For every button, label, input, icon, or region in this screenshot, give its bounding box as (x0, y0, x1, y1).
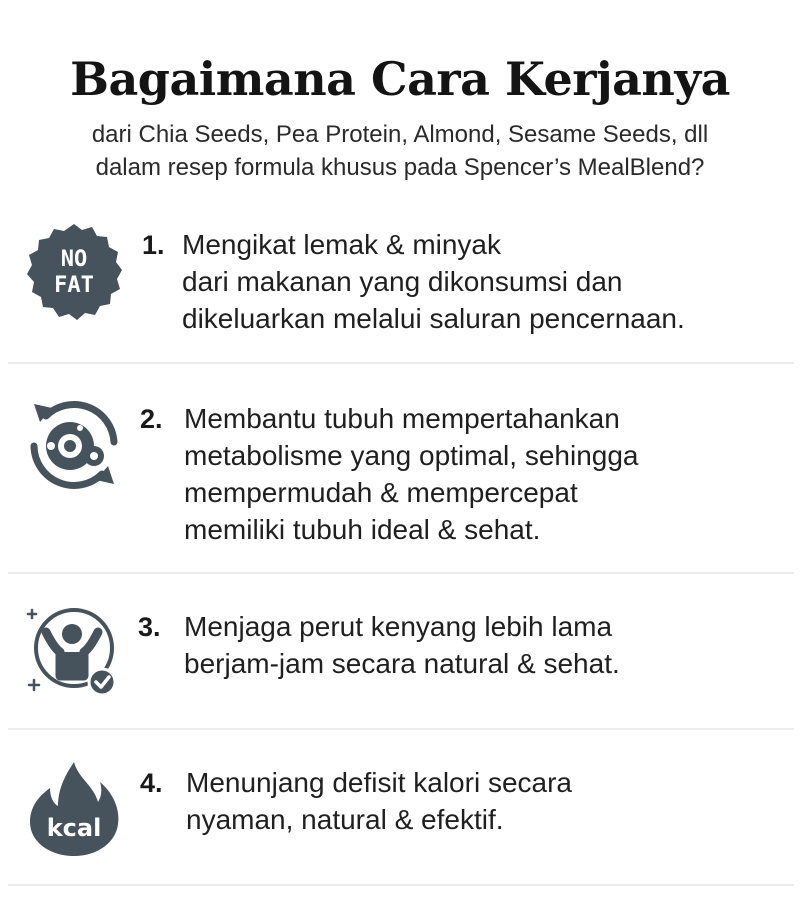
subtitle-line: dalam resep formula khusus pada Spencer’s MealBlend? (95, 154, 705, 181)
metabolism-cycle-icon (24, 394, 124, 494)
item-text-line: dari makanan yang dikonsumsi dan (182, 266, 623, 297)
item-text-line: metabolisme yang optimal, sehingga (184, 440, 639, 471)
divider (8, 362, 794, 364)
no-fat-badge-icon (24, 222, 124, 322)
item-text-line: nyaman, natural & efektif. (186, 804, 504, 835)
item-number: 3. (138, 612, 161, 642)
item-text-line: Membantu tubuh mempertahankan (184, 403, 620, 434)
item-number: 4. (140, 768, 163, 798)
divider (8, 884, 794, 886)
item-number: 1. (142, 230, 165, 260)
kcal-text: kcal (46, 814, 102, 842)
item-text (184, 400, 638, 548)
item-text (186, 764, 572, 838)
item-text-line: dikeluarkan melalui saluran pencernaan. (182, 303, 685, 334)
page-title: Bagaimana Cara Kerjanya (70, 52, 730, 106)
item-text-line: Menjaga perut kenyang lebih lama (184, 611, 613, 642)
item-text (182, 226, 685, 337)
subtitle-line: dari Chia Seeds, Pea Protein, Almond, Sesame Seeds, dll (91, 121, 709, 148)
item-text-line: berjam-jam secara natural & sehat. (184, 648, 620, 679)
page-subtitle (0, 118, 800, 184)
divider (8, 728, 794, 730)
item-text-line: Mengikat lemak & minyak (182, 229, 502, 260)
item-number: 2. (140, 404, 163, 434)
divider (8, 572, 794, 574)
item-text (184, 608, 620, 682)
satisfied-person-check-icon (24, 602, 124, 702)
item-text-line: mempermudah & mempercepat (184, 477, 578, 508)
no-fat-bottom-text: FAT (54, 273, 94, 298)
kcal-flame-icon (24, 758, 124, 858)
item-text-line: memiliki tubuh ideal & sehat. (184, 514, 541, 545)
no-fat-top-text: NO (60, 247, 88, 272)
item-text-line: Menunjang defisit kalori secara (186, 767, 572, 798)
